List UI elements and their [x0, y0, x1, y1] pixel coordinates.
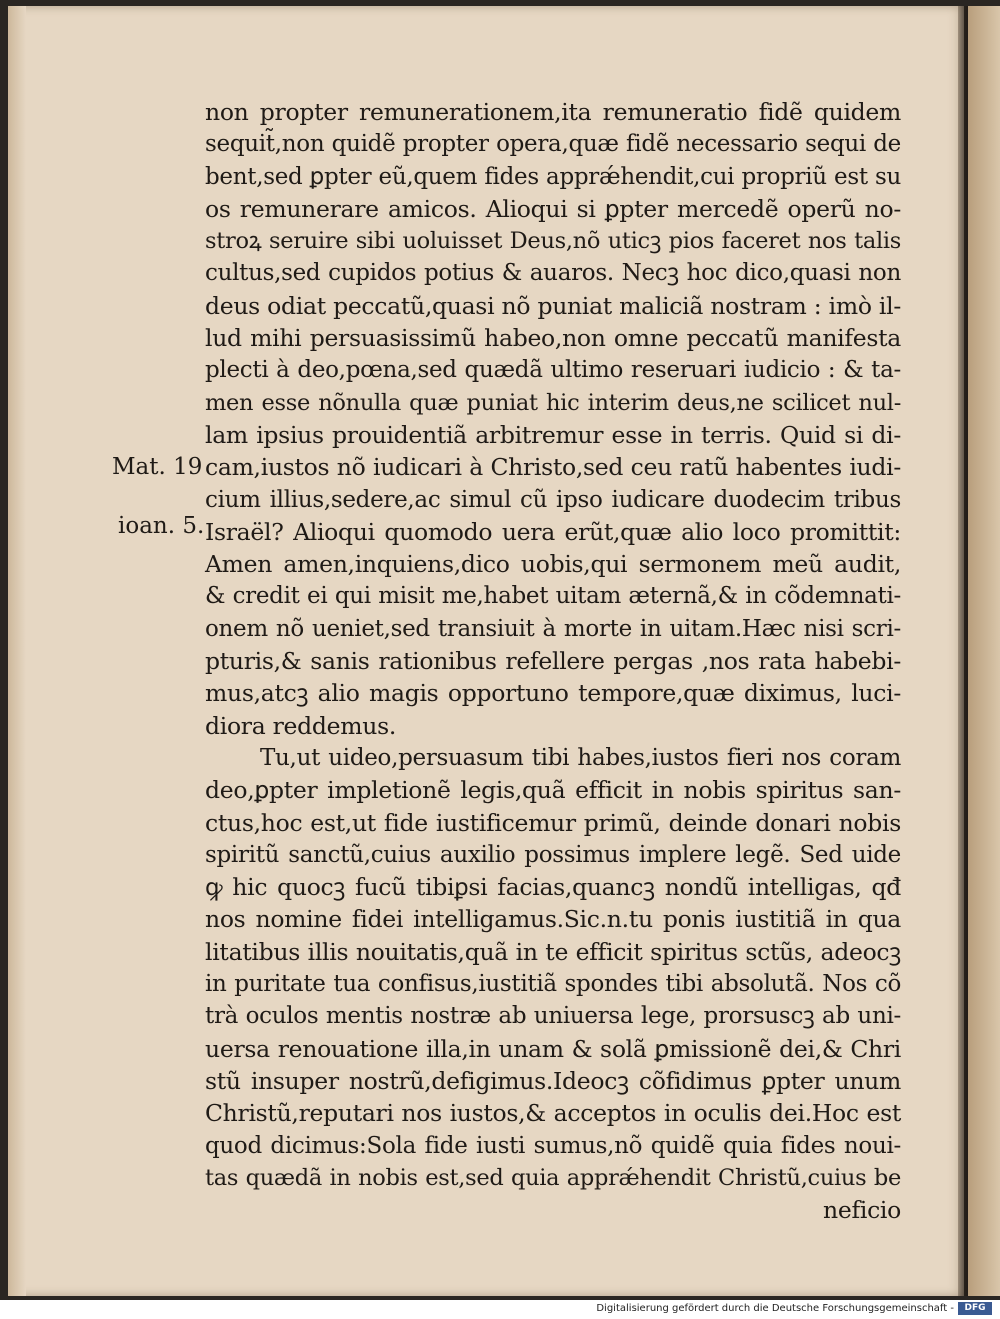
- text-line: men esse nõnulla quæ puniat hic interim deus,ne scilicet nul-: [205, 389, 901, 416]
- text-line: lud mihi persuasissimũ habeo,non omne peccatũ manifesta: [205, 324, 901, 353]
- text-line: sequit̃,non quidẽ propter opera,quæ fidẽ necessario sequi de: [205, 131, 901, 158]
- text-line: os remunerare amicos. Alioqui si ꝑpter mercedẽ operũ no-: [205, 194, 901, 223]
- text-line: Israël? Alioqui quomodo uera erũt,quæ alio loco promittit:: [205, 517, 901, 546]
- text-line: in puritate tua confisus,iustitiã spondes tibi absolutã. Nos cõ: [205, 971, 901, 998]
- text-line: stũ insuper nostrũ,defigimus.Ideocꝫ cõfidimus ꝑpter unum: [205, 1066, 901, 1095]
- text-line: tas quædã in nobis est,sed quia apprǽhendit Christũ,cuius be: [205, 1164, 901, 1191]
- page-edge: [8, 6, 26, 1296]
- body-text: [205, 96, 901, 1226]
- text-line: Christũ,reputari nos iustos,& acceptos in oculis dei.Hoc est: [205, 1099, 901, 1128]
- marginal-note-ioan: ioan. 5.: [118, 513, 205, 539]
- text-line: non propter remunerationem,ita remuneratio fidẽ quidem: [205, 98, 901, 126]
- text-line: stroꝝ seruire sibi uoluisset Deus,nõ uticꝫ pios faceret nos talis: [205, 228, 901, 255]
- footer-credit: Digitalisierung gefördert durch die Deutsche Forschungsgemeinschaft -: [596, 1303, 954, 1314]
- text-line: lam ipsius prouidentiã arbitremur esse in terris. Quid si di-: [205, 420, 901, 449]
- text-line: plecti à deo,pœna,sed quædã ultimo reseruari iudicio : & ta-: [205, 357, 901, 384]
- digitization-footer: [0, 1300, 1000, 1319]
- text-line: & credit ei qui misit me,habet uitam æternã,& in cõdemnati-: [205, 583, 901, 610]
- text-line: onem nõ ueniet,sed transiuit à morte in uitam.Hæc nisi scri-: [205, 615, 901, 642]
- text-line: spiritũ sanctũ,cuius auxilio possimus implere legẽ. Sed uide: [205, 841, 901, 868]
- text-line: bent,sed ꝑpter eũ,quem fides apprǽhendit,cui propriũ est su: [205, 163, 901, 190]
- text-line: cultus,sed cupidos potius & auaros. Necꝫ hoc dico,quasi non: [205, 260, 901, 287]
- text-line: trà oculos mentis nostræ ab uniuersa lege, prorsuscꝫ ab uni-: [205, 1003, 901, 1030]
- text-line: litatibus illis nouitatis,quã in te efficit spiritus sctũs, adeocꝫ: [205, 937, 901, 966]
- text-line: Amen amen,inquiens,dico uobis,qui sermonem meũ audit,: [205, 550, 901, 579]
- text-line: ꝙ hic quocꝫ fucũ tibiꝑsi facias,quancꝫ nondũ intelligas, qđ: [205, 873, 901, 902]
- text-line: pturis,& sanis rationibus refellere pergas ,nos rata habebi-: [205, 647, 901, 676]
- catchword: neficio: [823, 1196, 901, 1225]
- text-line: Tu,ut uideo,persuasum tibi habes,iustos fieri nos coram: [260, 744, 901, 771]
- text-line: uersa renouatione illa,in unam & solã ꝑmissionẽ dei,& Chri: [205, 1034, 901, 1063]
- text-line: diora reddemus.: [205, 711, 397, 740]
- dfg-logo: DFG: [958, 1302, 992, 1315]
- text-line: cam,iustos nõ iudicari à Christo,sed ceu ratũ habentes iudi-: [205, 453, 901, 482]
- text-line: deus odiat peccatũ,quasi nõ puniat maliciã nostram : imò il-: [205, 291, 901, 320]
- text-line: mus,atcꝫ alio magis opportuno tempore,quæ diximus, luci-: [205, 679, 901, 708]
- text-line: ctus,hoc est,ut fide iustificemur primũ, deinde donari nobis: [205, 808, 901, 837]
- text-line: quod dicimus:Sola fide iusti sumus,nõ quidẽ quia fides noui-: [205, 1132, 901, 1159]
- facing-page-edge: [968, 6, 1000, 1296]
- text-line: nos nomine fidei intelligamus.Sic.n.tu ponis iustitiã in qua: [205, 905, 901, 934]
- text-line: cium illius,sedere,ac simul cũ ipso iudicare duodecim tribus: [205, 486, 901, 513]
- marginal-note-mat: Mat. 19: [112, 454, 203, 480]
- text-line: deo,ꝑpter impletionẽ legis,quã efficit in nobis spiritus san-: [205, 776, 901, 805]
